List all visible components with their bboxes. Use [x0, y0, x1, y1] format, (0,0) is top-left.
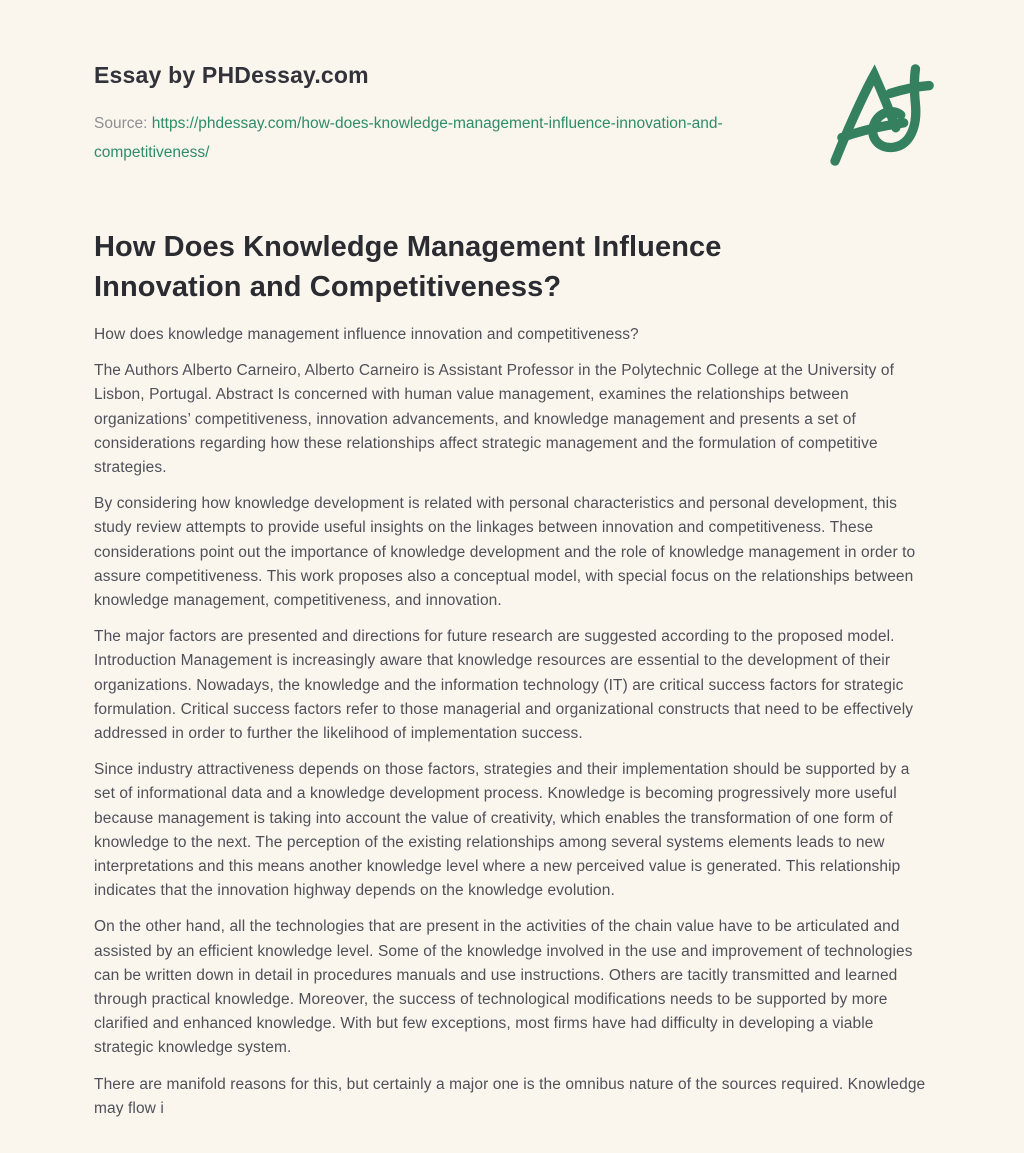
a-plus-logo-icon — [828, 64, 946, 166]
essay-paragraph: By considering how knowledge development is related with personal characteristics and personal development, this study review attempts to provide useful insights on the linkages between innovation and competitiveness. These considerations point out the importance of knowledge development and the role of knowledge management in order to assure competitiveness. This work proposes also a conceptual model, with special focus on the relationships between knowledge management, competitiveness, and innovation. — [94, 495, 916, 610]
source-line — [94, 109, 789, 167]
essay-paragraph: On the other hand, all the technologies that are present in the activities of the chain value have to be articulated and assisted by an efficient knowledge level. Some of the knowledge involved in the use and improvement of technologies can be written down in detail in procedures manuals and use instructions. Others are tacitly transmitted and learned through practical knowledge. Moreover, the success of technological modifications needs to be supported by more clarified and enhanced knowledge. With but few exceptions, most firms have had difficulty in developing a viable strategic knowledge system. — [94, 918, 913, 1057]
essay-article — [94, 227, 930, 1121]
source-label: Source: — [94, 115, 148, 132]
essay-paragraph: There are manifold reasons for this, but certainly a major one is the omnibus nature of the sources required. Knowledge may flow i — [94, 1075, 926, 1117]
byline: Essay by PHDessay.com — [94, 62, 369, 88]
essay-paragraph: The major factors are presented and directions for future research are suggested according to the proposed model. Introduction Management is increasingly aware that knowledge resources are essential to the development of their organizations. Nowadays, the knowledge and the information technology (IT) are critical success factors for strategic formulation. Critical success factors refer to those managerial and organizational constructs that need to be effectively addressed in order to further the likelihood of implementation success. — [94, 628, 914, 743]
essay-body — [94, 323, 930, 1121]
essay-paragraph: How does knowledge management influence innovation and competitiveness? — [94, 326, 639, 343]
essay-title: How Does Knowledge Management Influence Innovation and Competitiveness? — [94, 231, 722, 303]
document-header — [94, 0, 930, 167]
source-link[interactable]: https://phdessay.com/how-does-knowledge-management-influence-innovation-and-competitiveness/ — [94, 115, 723, 161]
essay-paragraph: Since industry attractiveness depends on those factors, strategies and their implementation should be supported by a set of informational data and a knowledge development process. Knowledge is becoming progressively more useful because management is taking into account the value of creativity, which enables the transformation of one form of knowledge to the next. The perception of the existing relationships among several systems elements leads to new interpretations and this means another knowledge level where a new perceived value is generated. This relationship indicates that the innovation highway depends on the knowledge evolution. — [94, 761, 910, 900]
essay-paragraph: The Authors Alberto Carneiro, Alberto Carneiro is Assistant Professor in the Polytechnic College at the University of Lisbon, Portugal. Abstract Is concerned with human value management, examines the relationships between organizations’ competitiveness, innovation advancements, and knowledge management and presents a set of considerations regarding how these relationships affect strategic management and the formulation of competitive strategies. — [94, 362, 895, 477]
